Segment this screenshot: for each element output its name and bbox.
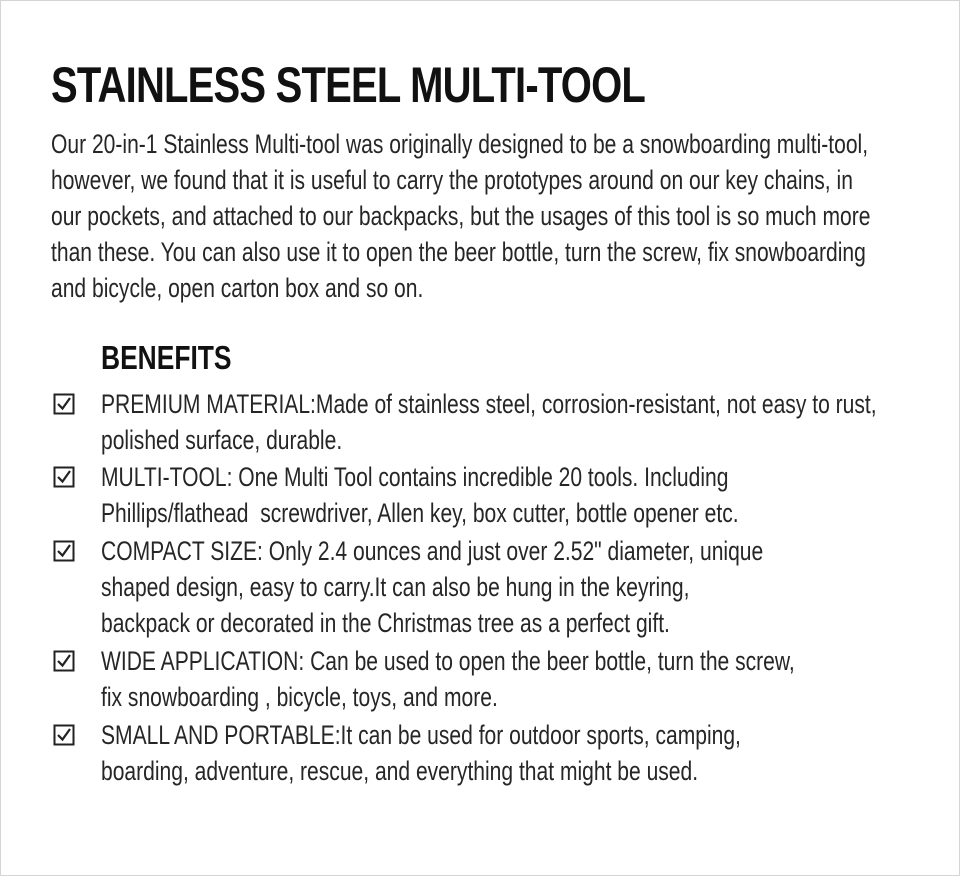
page-title: STAINLESS STEEL MULTI-TOOL [51,57,646,113]
benefit-text [101,533,959,641]
benefit-line: polished surface, durable. [101,425,343,455]
benefit-line: SMALL AND PORTABLE:It can be used for outdoor sports, camping, [101,720,741,750]
benefit-line: fix snowboarding , bicycle, toys, and more. [101,682,498,712]
intro-line: however, we found that it is useful to carry the prototypes around on our key chains, in [51,165,853,195]
benefit-line: boarding, adventure, rescue, and everything that might be used. [101,756,699,786]
benefit-text [101,459,959,531]
benefit-line: PREMIUM MATERIAL:Made of stainless steel, corrosion-resistant, not easy to rust, [101,389,877,419]
checked-box-icon [53,650,75,672]
benefit-line: COMPACT SIZE: Only 2.4 ounces and just over 2.52" diameter, unique [101,536,764,566]
benefit-line: MULTI-TOOL: One Multi Tool contains incredible 20 tools. Including [101,462,729,492]
intro-paragraph [51,126,914,306]
checked-box-icon [53,540,75,562]
checked-box-icon [53,393,75,415]
intro-line: Our 20-in-1 Stainless Multi-tool was originally designed to be a snowboarding multi-tool, [51,129,869,159]
benefit-line: Phillips/flathead screwdriver, Allen key, box cutter, bottle opener etc. [101,498,739,528]
checked-box-icon [53,724,75,746]
intro-line: and bicycle, open carton box and so on. [51,273,424,303]
intro-line: than these. You can also use it to open the beer bottle, turn the screw, fix snowboarding [51,237,866,267]
benefit-text [101,717,959,789]
benefit-text [101,386,959,458]
benefits-heading: BENEFITS [101,339,232,376]
intro-line: our pockets, and attached to our backpacks, but the usages of this tool is so much more [51,201,871,231]
benefit-line: backpack or decorated in the Christmas tree as a perfect gift. [101,608,670,638]
benefit-text [101,643,959,715]
benefit-line: WIDE APPLICATION: Can be used to open the beer bottle, turn the screw, [101,646,795,676]
checked-box-icon [53,466,75,488]
benefit-line: shaped design, easy to carry.It can also be hung in the keyring, [101,572,690,602]
